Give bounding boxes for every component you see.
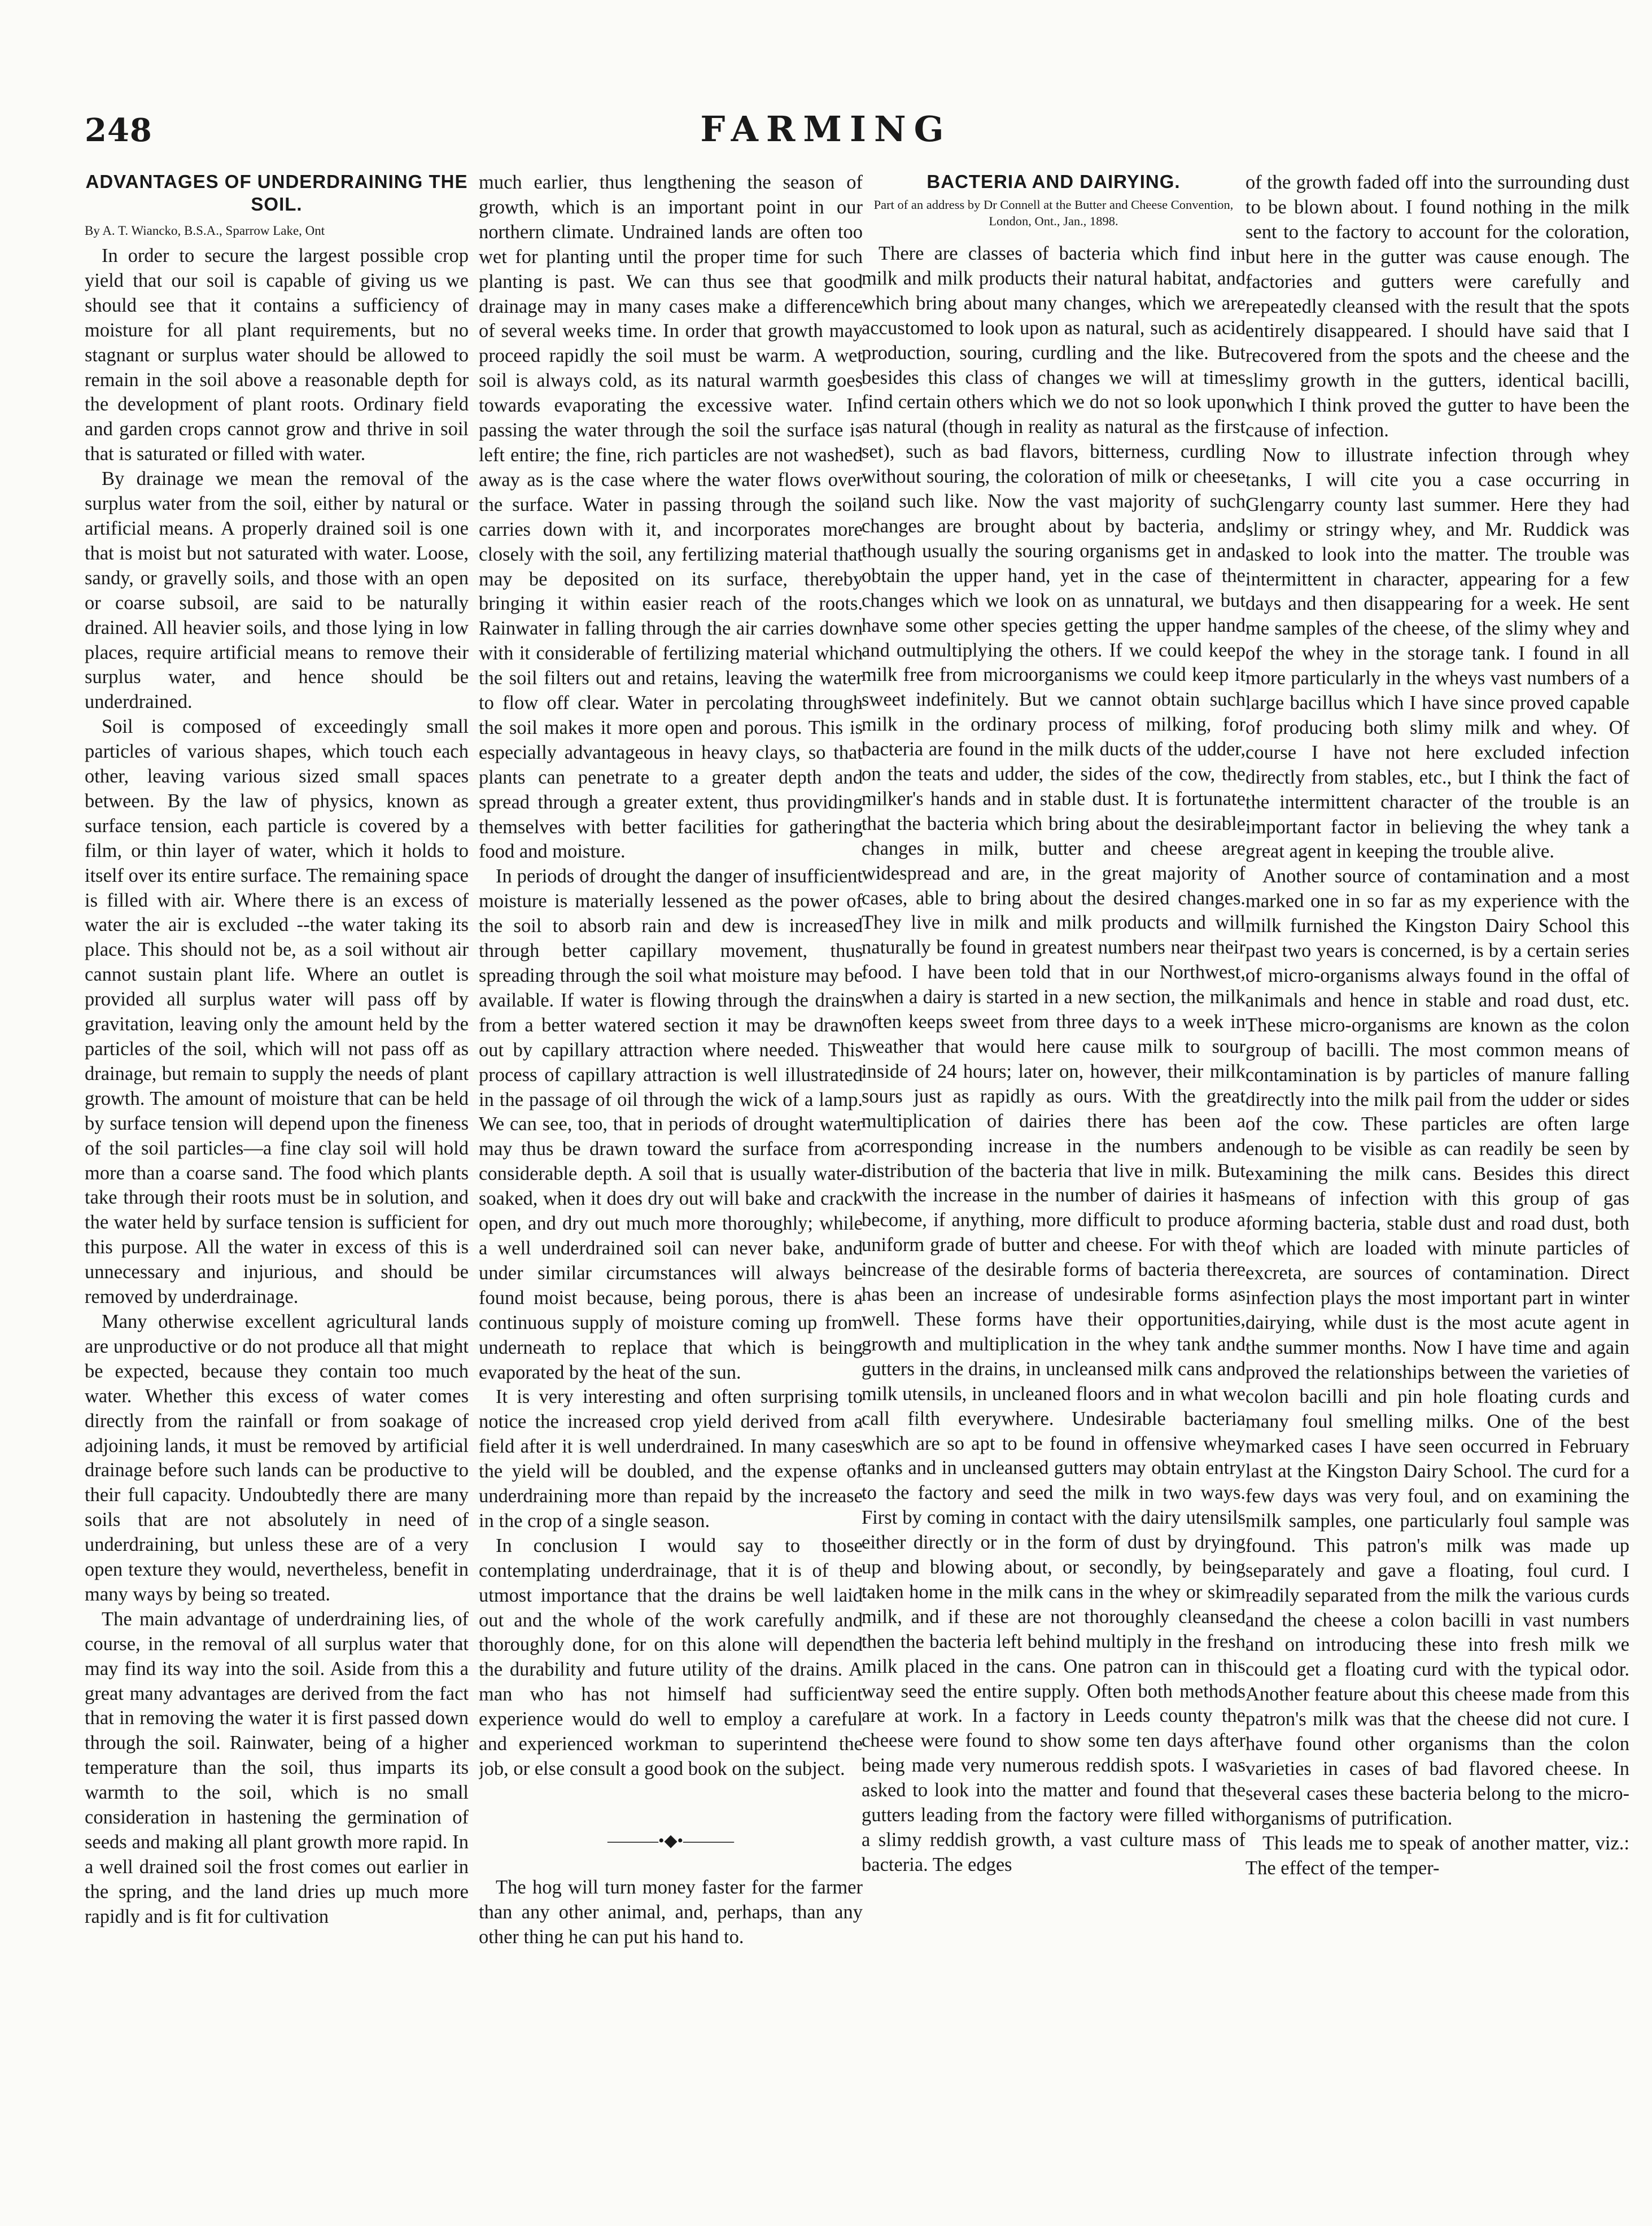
- column-3: [862, 170, 1245, 2203]
- paragraph: In conclusion I would say to those contemplating underdrainage, that it is of the utmost importance that the drains be well laid out and the whole of the work carefully and thoroughly done, for on this alone will depend the durability and future utility of the drains. A man who has not himself had sufficient experience would do well to employ a careful and experienced workman to superintend the job, or else consult a good book on the subject.: [479, 1534, 863, 1779]
- article-subtitle: Part of an address by Dr Connell at the Butter and Cheese Convention, London, Ont., Jan., 1898.: [873, 198, 1234, 228]
- paragraph: Now to illustrate infection through whey tanks, I will cite you a case occurring in Glengarry county last summer. Here they had slimy or stringy whey, and Mr. Ruddick was asked to look into the matter. The trouble was intermittent in character, appearing for a few days and then disappearing for a week. He sent me samples of the cheese, of the slimy whey and of the whey in the storage tank. I found in all more particularly in the wheys vast numbers of a large bacillus which I have since proved capable of producing both slimy milk and whey. Of course I have not here excluded infection directly from stables, etc., but I think the fact of the intermittent character of the trouble is an important factor in believing the whey tank a great agent in keeping the trouble alive.: [1245, 444, 1629, 863]
- paragraph: This leads me to speak of another matter, viz.: The effect of the temper-: [1245, 1832, 1629, 1879]
- paragraph: Another source of contamination and a most marked one in so far as my experience with the milk furnished the Kingston Dairy School this past two years is concerned, is by a certain series of micro-organisms always found in the offal of animals and hence in stable and road dust, etc. These micro-organisms are known as the colon group of bacilli. The most common means of contamination is by particles of manure falling directly into the milk pail from the udder or sides of the cow. These particles are often large enough to be visible as can readily be seen by examining the milk cans. Besides this direct means of infection with this group of gas forming bacteria, stable dust and road dust, both of which are loaded with minute particles of excreta, are sources of contamination. Direct infection plays the most important part in winter dairying, while dust is the most acute agent in the summer months. Now I have time and again proved the relationships between the varieties of colon bacilli and pin hole floating curds and many foul smelling milks. One of the best marked cases I have seen occurred in February last at the Kingston Dairy School. The curd for a few days was very foul, and on examining the milk samples, one particularly foul sample was found. This patron's milk was made up separately and gave a floating, foul curd. I readily separated from the milk the various curds and the cheese a colon bacilli in vast numbers and on introducing these into fresh milk we could get a floating curd with the typical odor. Another feature about this cheese made from this patron's milk was that the cheese did not cure. I have found other organisms than the colon varieties in cases of bad flavored cheese. In several cases these bacteria belong to the micro-organisms of putrification.: [1245, 865, 1629, 1829]
- article-headline-bacteria: BACTERIA AND DAIRYING.: [926, 171, 1181, 192]
- column-4: [1245, 170, 1629, 2203]
- section-divider: ———•◆•———: [607, 1831, 735, 1850]
- paragraph: By drainage we mean the removal of the surplus water from the soil, either by natural or artificial means. A properly drained soil is one that is moist but not saturated with water. Loose, sandy, or gravelly soils, and those with an open or coarse subsoil, are said to be naturally drained. All heavier soils, and those lying in low places, require artificial means to remove their surplus water, and hence should be underdrained.: [85, 468, 469, 713]
- hog-note: The hog will turn money faster for the farmer than any other animal, and, perhaps, than any other thing he can put his hand to.: [479, 1876, 863, 1948]
- column-1: [85, 170, 469, 2203]
- column-2: [479, 170, 863, 2203]
- paragraph: In periods of drought the danger of insufficient moisture is materially lessened as the power of the soil to absorb rain and dew is increased through better capillary movement, thus spreading through the soil what moisture may be available. If water is flowing through the drains from a better watered section it may be drawn out by capillary attraction where needed. This process of capillary attraction is well illustrated in the passage of oil through the wick of a lamp. We can see, too, that in periods of drought water may thus be drawn toward the surface from a considerable depth. A soil that is usually water-soaked, when it does dry out will bake and crack open, and dry out much more thoroughly; while a well underdrained soil can never bake, and under similar circumstances will always be found moist because, being porous, there is a continuous supply of moisture coming up from underneath to replace that which is being evaporated by the heat of the sun.: [479, 865, 863, 1383]
- article-byline: By A. T. Wiancko, B.S.A., Sparrow Lake, Ont: [85, 224, 325, 238]
- paragraph: There are classes of bacteria which find in milk and milk products their natural habitat, and which bring about many changes, which we are accustomed to look upon as natural, such as acid production, souring, curdling and the like. But besides this class of changes we will at times find certain others which we do not so look upon as natural (though in reality as natural as the first set), such as bad flavors, bitterness, curdling without souring, the coloration of milk or cheese and such like. Now the vast majority of such changes are brought about by bacteria, and though usually the souring organisms get in and obtain the upper hand, yet in the case of the changes which we look on as unnatural, we but have some other species getting the upper hand and outmultiplying the others. If we could keep milk free from microorganisms we could keep it sweet indefinitely. But we cannot obtain such milk in the ordinary process of milking, for bacteria are found in the milk ducts of the udder, on the teats and udder, the sides of the cow, the milker's hands and in stable dust. It is fortunate that the bacteria which bring about the desirable changes in milk, butter and cheese are widespread and are, in the great majority of cases, able to bring about the desired changes. They live in milk and milk products and will naturally be found in greatest numbers near their food. I have been told that in our Northwest, when a dairy is started in a new section, the milk often keeps sweet from three days to a week in weather that would here cause milk to sour inside of 24 hours; later on, however, their milk sours just as rapidly as ours. With the great multiplication of dairies there has been a corresponding increase in the numbers and distribution of the bacteria that live in milk. But with the increase in the number of dairies it has become, if anything, more difficult to produce a uniform grade of butter and cheese. For with the increase of the desirable forms of bacteria there has been an increase of undesirable forms as well. These forms have their opportunities, growth and multiplication in the whey tank and gutters in the drains, in uncleansed milk cans and milk utensils, in uncleaned floors and in what we call filth everywhere. Undesirable bacteria which are so apt to be found in offensive whey tanks and in uncleansed gutters may obtain entry to the factory and seed the milk in two ways. First by coming in contact with the dairy utensils either directly or in the form of dust by drying up and blowing about, or secondly, by being taken home in the milk cans in the whey or skim milk, and if these are not thoroughly cleansed then the bacteria left behind multiply in the fresh milk placed in the cans. One patron can in this way seed the entire supply. Often both methods are at work. In a factory in Leeds county the cheese were found to show some ten days after being made very numerous reddish spots. I was asked to look into the matter and found that the gutters leading from the factory were filled with a slimy reddish growth, a vast culture mass of bacteria. The edges: [862, 243, 1245, 1875]
- article-headline-underdraining: ADVANTAGES OF UNDERDRAINING THE SOIL.: [85, 171, 468, 215]
- paragraph: The main advantage of underdraining lies, of course, in the removal of all surplus water that may find its way into the soil. Aside from this a great many advantages are derived from the fact that in removing the water it is first passed down through the soil. Rainwater, being of a higher temperature than the soil, thus imparts its warmth to the soil, which is no small consideration in hastening the germination of seeds and making all plant growth more rapid. In a well drained soil the frost comes out earlier in the spring, and the land dries up much more rapidly and is fit for cultivation: [85, 1608, 469, 1927]
- page-number: 248: [85, 112, 152, 149]
- paragraph: of the growth faded off into the surrounding dust to be blown about. I found nothing in the milk sent to the factory to account for the coloration, but here in the gutter was cause enough. The factories and gutters were carefully and repeatedly cleansed with the result that the spots entirely disappeared. I should have said that I recovered from the spots and the cheese and the slimy growth in the gutters, identical bacilli, which I think proved the gutter to have been the cause of infection.: [1245, 172, 1629, 441]
- paragraph: It is very interesting and often surprising to notice the increased crop yield derived from a field after it is well underdrained. In many cases the yield will be doubled, and the expense of underdraining more than repaid by the increase in the crop of a single season.: [479, 1386, 863, 1532]
- paragraph: Soil is composed of exceedingly small particles of various shapes, which touch each other, leaving various sized small spaces between. By the law of physics, known as surface tension, each particle is covered by a film, or thin layer of water, which it holds to itself over its entire surface. The remaining space is filled with air. Where there is an excess of water the air is excluded --the water taking its place. This should not be, as a soil without air cannot sustain plant life. Where an outlet is provided all surplus water will pass off by gravitation, leaving only the amount held by the particles of the soil, which will not pass off as drainage, but remain to supply the needs of plant growth. The amount of moisture that can be held by surface tension will depend upon the fineness of the soil particles—a fine clay soil will hold more than a coarse sand. The food which plants take through their roots must be in solution, and the water held by surface tension is sufficient for this purpose. All the water in excess of this is unnecessary and injurious, and should be removed by underdrainage.: [85, 716, 469, 1308]
- paragraph: much earlier, thus lengthening the season of growth, which is an important point in our northern climate. Undrained lands are often too wet for planting until the proper time for such planting is past. We can thus see that good drainage may in many cases make a difference of several weeks time. In order that growth may proceed rapidly the soil must be warm. A wet soil is always cold, as its natural warmth goes towards evaporating the excessive water. In passing the water through the soil the surface is left entire; the fine, rich particles are not washed away as is the case where the water flows over the surface. Water in passing through the soil carries down with it, and incorporates more closely with the soil, any fertilizing material that may be deposited on its surface, thereby bringing it within easier reach of the roots. Rainwater in falling through the air carries down with it considerable of fertilizing material which the soil filters out and retains, leaving the water to flow off clear. Water in percolating through the soil makes it more open and porous. This is especially advantageous in heavy clays, so that plants can penetrate to a greater depth and spread through a greater extent, thus providing themselves with better facilities for gathering food and moisture.: [479, 172, 863, 863]
- paragraph: In order to secure the largest possible crop yield that our soil is capable of giving us we should see that it contains a sufficiency of moisture for all plant requirements, but no stagnant or surplus water should be allowed to remain in the soil above a reasonable depth for the development of plant roots. Ordinary field and garden crops cannot grow and thrive in soil that is saturated or filled with water.: [85, 245, 469, 465]
- paragraph: Many otherwise excellent agricultural lands are unproductive or do not produce all that might be expected, because they contain too much water. Whether this excess of water comes directly from the rainfall or from soakage of adjoining lands, it must be removed by artificial drainage before such lands can be productive to their full capacity. Undoubtedly there are many soils that are not absolutely in need of underdraining, but unless these are of a very open texture they would, nevertheless, benefit in many ways by being so treated.: [85, 1310, 469, 1605]
- masthead-title: FARMING: [700, 108, 952, 150]
